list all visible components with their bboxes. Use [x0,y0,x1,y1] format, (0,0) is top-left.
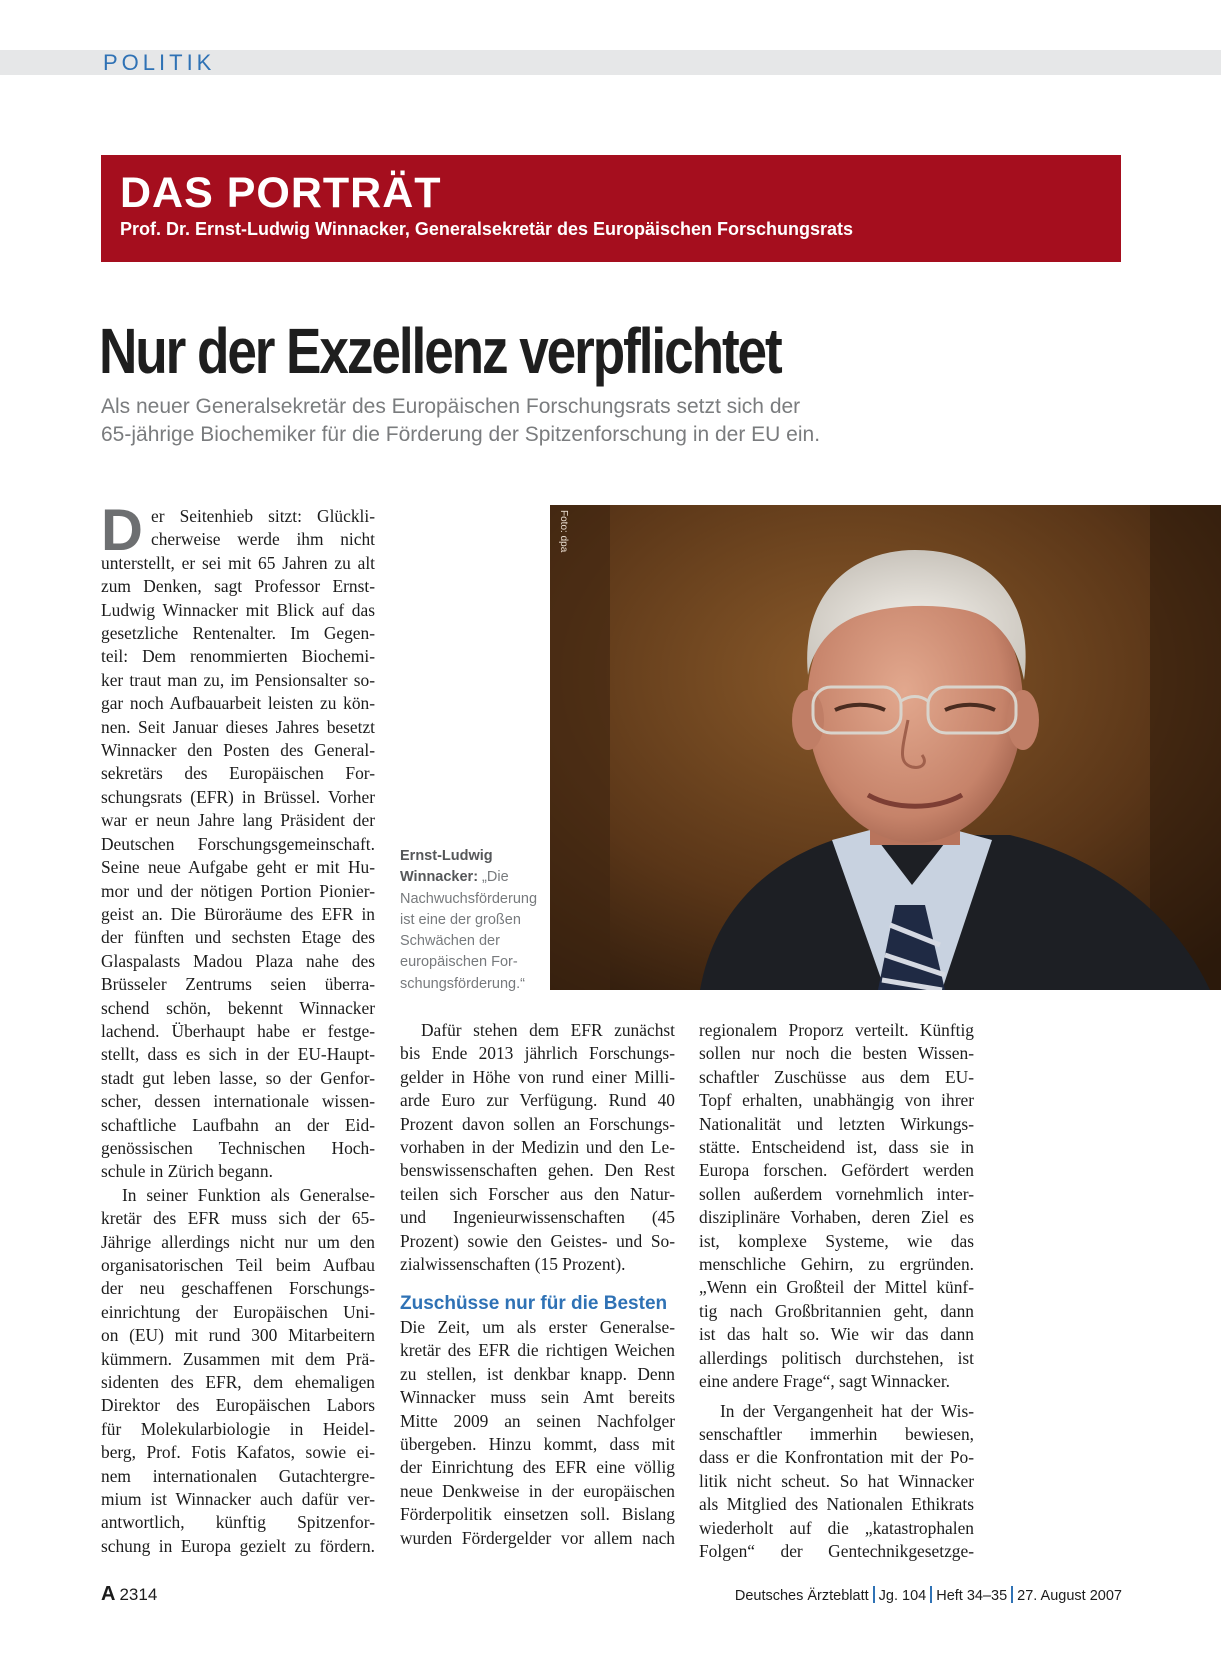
text-line: sollen nur noch die besten Wissen- [699,1043,974,1064]
text-line: Folgen“ der Gentechnikgesetzge- [699,1540,974,1561]
text-line: vorhaben in der Medizin und den Le- [400,1137,675,1158]
photo-caption [400,846,540,995]
text-line: Mitte 2009 an seinen Nachfolger [400,1410,675,1431]
text-line: Ludwig Winnacker mit Blick auf das [101,599,375,620]
text-line: allerdings politisch durchstehen, ist [699,1347,974,1368]
separator [1011,1586,1013,1603]
text-line: bis Ende 2013 jährlich Forschungs- [400,1043,675,1064]
text-line: Die Zeit, um als erster Generalse- [400,1316,675,1337]
text-line: zialwissenschaften (15 Prozent). [400,1254,626,1275]
text-line: Seine neue Aufgabe geht er mit Hu- [101,857,375,878]
text-line: Jährige allerdings nicht nur um den [101,1231,375,1252]
caption-text: schungsförderung.“ [400,975,525,992]
text-line: sidenten des EFR, dem ehemaligen [101,1372,375,1393]
text-line: genössischen Technischen Hoch- [101,1137,375,1158]
page-prefix: A [101,1583,116,1605]
text-line: dass er die Konfrontation mit der Po- [699,1447,974,1468]
article-column-1 [101,498,375,1558]
text-line: geist an. Die Büroräume des EFR in [101,903,375,924]
caption-text: europäischen For- [400,954,518,971]
text-line: stätte. Entscheidend ist, dass sie in [699,1137,974,1158]
text-line: als Mitglied des Nationalen Ethikrats [699,1494,974,1515]
text-line: schungsrats (EFR) in Brüssel. Vorher [101,786,375,807]
text-line: In der Vergangenheit hat der Wis- [720,1400,974,1421]
text-line: er Seitenhieb sitzt: Glückli- [151,506,375,526]
caption-name: Ernst-Ludwig [400,848,493,864]
text-line: Direktor des Europäischen Labors [101,1395,375,1416]
text-line: für Molekularbiologie in Heidel- [101,1418,375,1439]
text-line: Deutschen Forschungsgemeinschaft. [101,833,375,854]
text-line: sekretärs des Europäischen For- [101,763,375,784]
text-line: Nationalität und letzten Wirkungs- [699,1113,974,1134]
text-line: teil: Dem renommierten Biochemi- [101,646,375,667]
separator [873,1586,875,1603]
text-line: lachend. Überhaupt habe er festge- [101,1020,375,1041]
photo-credit [556,510,570,570]
text-line: scher, dessen internationale wissen- [101,1091,375,1112]
text-line: ker traut man zu, im Pensionsalter so- [101,669,375,690]
text-line: organisatorischen Teil beim Aufbau [101,1255,375,1275]
text-line: regionalem Proporz verteilt. Künftig [699,1020,974,1040]
text-line: einrichtung der Europäischen Uni- [101,1301,375,1322]
text-line: Winnacker muss sein Amt bereits [400,1387,675,1408]
caption-text: Schwächen der [400,933,500,950]
text-line: Europa forschen. Gefördert werden [699,1160,974,1181]
text-line: berg, Prof. Fotis Kafatos, sowie ei- [101,1442,375,1463]
text-line: war er neun Jahre lang Präsident der [101,810,375,831]
journal-issue: Heft 34–35 [936,1588,1008,1604]
text-line: Glaspalasts Madou Plaza nahe des [101,950,375,971]
text-line: ist, komplexe Systeme, wie das [699,1230,974,1251]
text-line: stellt, dass es sich in der EU-Haupt- [101,1044,375,1065]
text-line: Prozent davon sollen an Forschungs- [400,1113,675,1134]
text-line: schaftliche Laufbahn an der Eid- [101,1114,375,1135]
text-line: und Ingenieurwissenschaften (45 [400,1207,675,1228]
text-line: zum Denken, sagt Professor Ernst- [101,576,375,597]
page-number [101,1583,157,1606]
text-line: gelder in Höhe von rund einer Milli- [400,1066,675,1087]
text-line: on (EU) mit rund 300 Mitarbeitern [101,1325,375,1346]
text-line: tig nach Großbritannien geht, dann [699,1300,974,1321]
page-number-value: 2314 [119,1585,158,1604]
text-line: Winnacker den Posten des General- [101,740,375,761]
standfirst [101,393,961,449]
photo-credit-text: Foto: dpa [558,510,569,553]
text-line: gar noch Aufbauarbeit leisten zu kön- [101,693,375,714]
banner-subtitle: Prof. Dr. Ernst-Ludwig Winnacker, Generalsekretär des Europäischen Forschungsrats [120,219,854,239]
article-column-3 [699,1019,974,1563]
text-line: kümmern. Zusammen mit dem Prä- [101,1348,375,1369]
text-line: benswissenschaften gehen. Den Rest [400,1160,675,1181]
text-line: sollen außerdem vornehmlich inter- [699,1183,974,1204]
text-line: menschliche Gehirn, zu ergründen. [699,1254,974,1275]
text-line: zu stellen, ist denkbar knapp. Denn [400,1363,675,1384]
text-line: eine andere Frage“, sagt Winnacker. [699,1371,951,1392]
caption-text: ist eine der großen [400,911,521,928]
text-line: gesetzliche Rentenalter. Im Gegen- [101,623,375,644]
text-line: Topf erhalten, unabhängig von ihrer [699,1090,974,1111]
text-line: wiederholt auf die „katastrophalen [699,1517,974,1538]
text-line: teilen sich Forscher aus den Natur- [400,1183,675,1204]
separator [930,1586,932,1603]
text-line: senschaftler immerhin bewiesen, [699,1423,974,1444]
text-line: Dafür stehen dem EFR zunächst [421,1020,675,1040]
text-line: schung in Europa gezielt zu fördern. [101,1535,375,1556]
text-line: cherweise werde ihm nicht [151,529,375,550]
portrait-photo [550,505,1221,990]
caption-name: Winnacker: [400,869,479,886]
article-column-2 [400,1019,675,1550]
text-line: wurden Fördergelder vor allem nach [400,1527,675,1548]
text-line: mor und der nötigen Portion Pionier- [101,880,375,901]
text-line: Prozent) sowie den Geistes- und So- [400,1230,675,1251]
text-line: schaftler Zuschüsse aus dem EU- [699,1066,974,1087]
portrait-banner [101,155,1121,262]
text-line: litik nicht scheut. So hat Winnacker [699,1470,974,1491]
text-line: der Einrichtung des EFR eine völlig [400,1457,675,1478]
text-line: arde Euro zur Verfügung. Rund 40 [400,1090,675,1111]
text-line: neue Denkweise in der europäischen [400,1480,675,1501]
journal-volume: Jg. 104 [878,1588,927,1604]
text-line: mium ist Winnacker auch dafür ver- [101,1489,375,1510]
text-line: disziplinäre Vorhaben, deren Ziel es [699,1207,974,1228]
text-line: stadt gut leben lasse, so der Genfor- [101,1067,375,1088]
journal-info [735,1586,1122,1606]
text-line: antwortlich, künftig Spitzenfor- [101,1512,375,1533]
text-line: „Wenn ein Großteil der Mittel künf- [699,1277,974,1298]
text-line: ist das halt so. Wie wir das dann [699,1324,974,1345]
journal-name: Deutsches Ärzteblatt [734,1588,869,1604]
drop-cap: D [101,498,143,563]
journal-date: 27. August 2007 [1017,1588,1122,1604]
text-line: der neu geschaffenen Forschungs- [101,1278,375,1299]
section-label: POLITIK [103,50,216,75]
text-line: unterstellt, er sei mit 65 Jahren zu alt [101,552,375,573]
text-line: In seiner Funktion als Generalse- [122,1184,375,1205]
text-line: nen. Seit Januar dieses Jahres besetzt [101,716,375,737]
text-line: schend schön, bekennt Winnacker [101,997,375,1018]
caption-text: Nachwuchsförderung [400,890,538,907]
portrait-image [550,505,1221,990]
text-line: übergeben. Hinzu kommt, dass mit [400,1433,675,1454]
text-line: kretär des EFR muss sich der 65- [101,1208,375,1229]
banner-title: DAS PORTRÄT [120,169,442,217]
section-subhead: Zuschüsse nur für die Besten [400,1293,668,1315]
text-line: Brüsseler Zentrums seien überra- [101,974,375,995]
standfirst-line: Als neuer Generalsekretär des Europäischen Forschungsrats setzt sich der [101,395,801,418]
text-line: kretär des EFR die richtigen Weichen [400,1340,675,1361]
text-line: Förderpolitik einsetzen soll. Bislang [400,1504,675,1525]
headline: Nur der Exzellenz verpflichtet [99,315,781,387]
standfirst-line: 65-jährige Biochemiker für die Förderung der Spitzenforschung in der EU ein. [101,423,821,446]
text-line: nem internationalen Gutachtergre- [101,1465,375,1486]
caption-text: „Die [478,869,509,886]
text-line: der fünften und sechsten Etage des [101,927,375,948]
text-line: schule in Zürich begann. [101,1161,273,1182]
